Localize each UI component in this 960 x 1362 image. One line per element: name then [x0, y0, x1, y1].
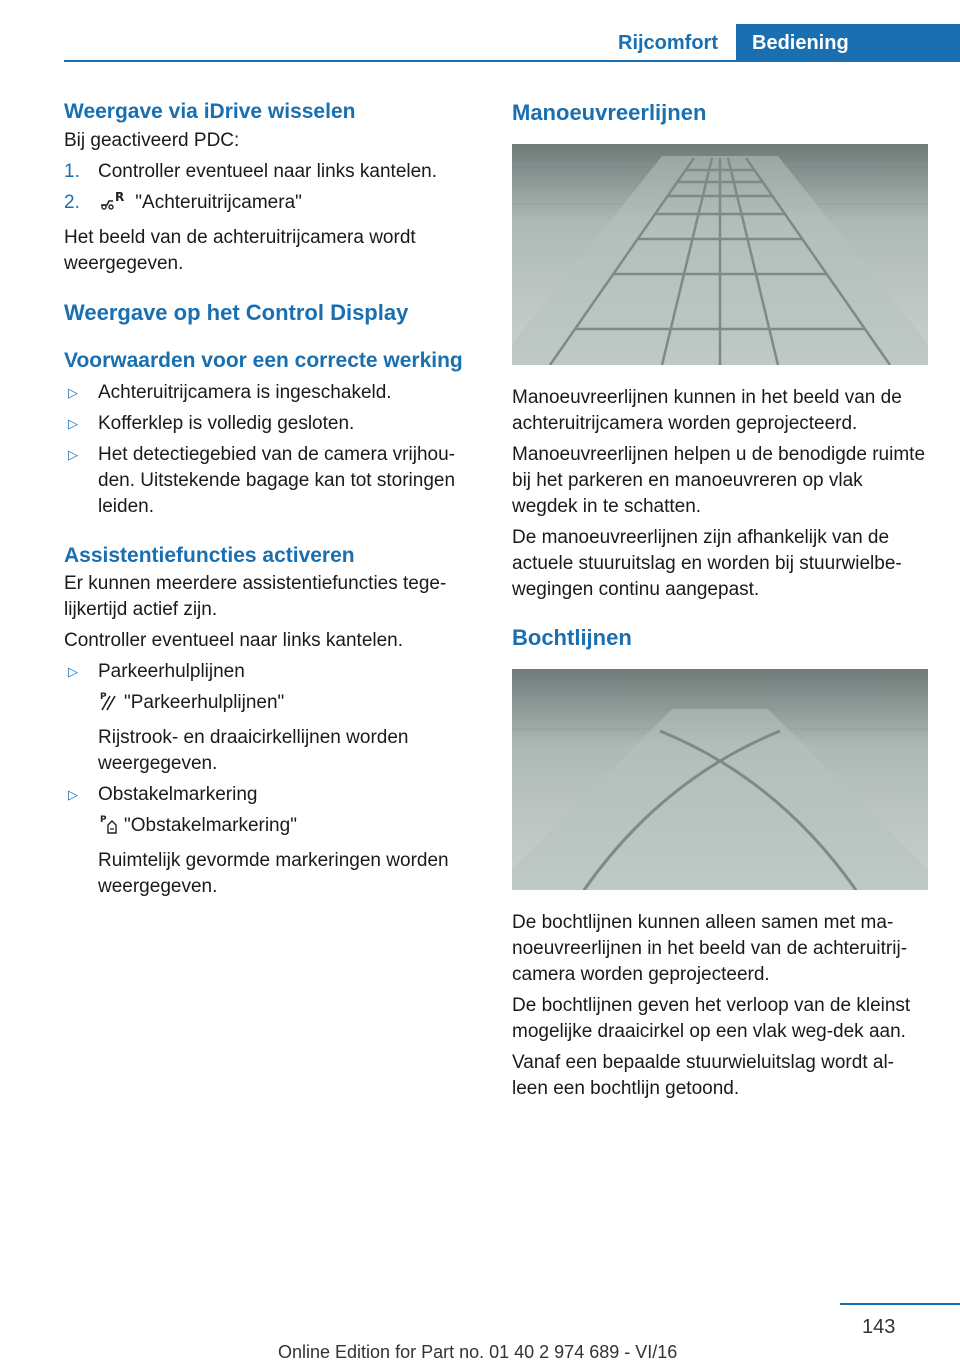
svg-text:P: P: [100, 692, 107, 702]
bullet-triangle-icon: ▷: [68, 787, 78, 802]
result-text: Het beeld van de achteruitrijcamera wordt weergegeven.: [64, 227, 416, 274]
bullet-triangle-icon: ▷: [68, 385, 78, 400]
section-title-bochtlijnen: Bochtlijnen: [512, 625, 632, 650]
parking-lines-icon: [98, 690, 120, 720]
function-desc: Rijstrook- en draaicirkellijnen worden weergegeven.: [98, 727, 409, 774]
paragraph: Controller eventueel naar links kantelen.: [64, 630, 404, 651]
list-item-text: Het detectiegebied van de camera vrijhou‐den. Uitstekende bagage kan tot storingen leiden.: [98, 444, 456, 517]
tab-bediening[interactable]: Bediening: [736, 24, 960, 62]
paragraph: De manoeuvreerlijnen zijn afhankelijk van de actuele stuuruitslag en worden bij stuurwielbe‐wegingen continu aangepast.: [512, 527, 902, 600]
function-menu: [98, 813, 478, 843]
menu-label: "Parkeerhulplijnen": [124, 692, 285, 713]
list-item-text: Achteruitrijcamera is ingeschakeld.: [98, 382, 392, 403]
list-item: [64, 190, 478, 220]
svg-text:R: R: [115, 190, 125, 204]
section-title-idrive: Weergave via iDrive wisselen: [64, 100, 356, 123]
section-title-voorwaarden: Voorwaarden voor een correcte werking: [64, 349, 463, 372]
paragraph: Er kunnen meerdere assistentiefuncties tege‐lijkertijd actief zijn.: [64, 573, 447, 620]
bullet-triangle-icon: ▷: [68, 416, 78, 431]
step-text: "Achteruitrijcamera": [135, 192, 302, 213]
paragraph: De bochtlijnen geven het verloop van de kleinst mogelijke draaicirkel op een vlak weg‐dek aan.: [512, 995, 911, 1042]
curve-lines-image: [512, 669, 928, 890]
paragraph: Manoeuvreerlijnen helpen u de benodigde ruimte bij het parkeren en manoeuvreren op vlak wegdek in te schatten.: [512, 444, 926, 517]
list-item: [64, 411, 478, 437]
menu-label: "Obstakelmarkering": [124, 815, 297, 836]
list-item: [64, 380, 478, 406]
list-item: [64, 159, 478, 185]
steps-list: [64, 159, 478, 220]
paragraph: Vanaf een bepaalde stuurwieluitslag wordt al‐leen een bochtlijn getoond.: [512, 1052, 894, 1099]
function-title: Obstakelmarkering: [98, 784, 258, 805]
step-number: 1.: [64, 161, 80, 182]
section-title-manoeuvreerlijnen: Manoeuvreerlijnen: [512, 100, 707, 125]
step-text: Controller eventueel naar links kantelen.: [98, 161, 438, 182]
list-item: [64, 659, 478, 777]
section-title-control-display: Weergave op het Control Display: [64, 300, 409, 325]
bullet-triangle-icon: ▷: [68, 447, 78, 462]
function-title: Parkeerhulplijnen: [98, 661, 245, 682]
tab-rijcomfort[interactable]: Rijcomfort: [618, 31, 718, 54]
paragraph: Manoeuvreerlijnen kunnen in het beeld van de achteruitrijcamera worden geprojecteerd.: [512, 387, 902, 434]
list-item: [64, 782, 478, 900]
edition-text: Online Edition for Part no. 01 40 2 974 689 - VI/16: [278, 1342, 678, 1362]
rear-camera-icon: [98, 190, 126, 220]
manoeuvring-lines-image: [512, 144, 928, 365]
conditions-list: [64, 380, 478, 520]
page-number: 143: [862, 1316, 896, 1338]
intro-text: Bij geactiveerd PDC:: [64, 130, 240, 151]
right-column: [512, 100, 928, 1107]
step-number: 2.: [64, 192, 80, 213]
paragraph: De bochtlijnen kunnen alleen samen met ma‐noeuvreerlijnen in het beeld van de achteruitrij‐camera worden geprojecteerd.: [512, 912, 908, 985]
assist-functions-list: [64, 659, 478, 900]
function-menu: [98, 690, 478, 720]
footer-rule: [840, 1303, 960, 1305]
obstacle-marking-icon: [98, 813, 120, 843]
function-desc: Ruimtelijk gevormde markeringen worden weergegeven.: [98, 850, 449, 897]
left-column: [64, 100, 478, 905]
bullet-triangle-icon: ▷: [68, 664, 78, 679]
svg-text:P: P: [100, 815, 107, 825]
section-title-assistentie: Assistentiefuncties activeren: [64, 544, 355, 567]
list-item: [64, 442, 478, 520]
list-item-text: Kofferklep is volledig gesloten.: [98, 413, 355, 434]
